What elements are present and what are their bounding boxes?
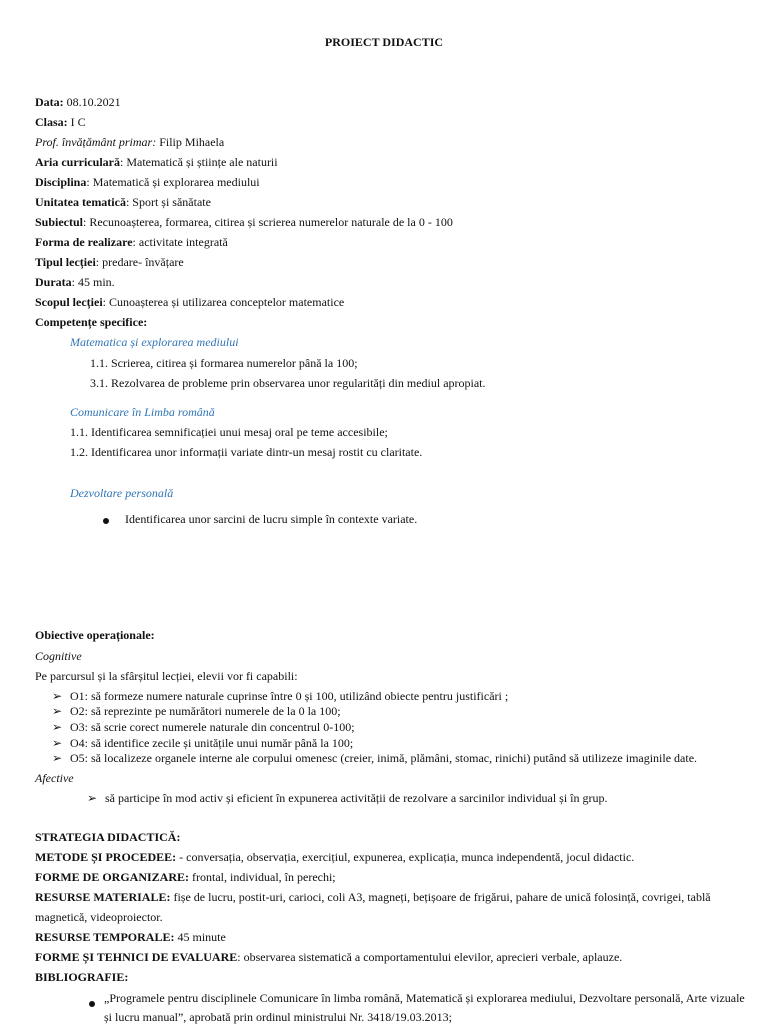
obiectiv-item: ➢ O3: să scrie corect numerele naturale din concentrul 0-100;	[52, 720, 355, 734]
field-unitatea: Unitatea tematică: Sport și sănătate	[35, 195, 211, 209]
competenta-item: 1.1. Identificarea semnificației unui mesaj oral pe teme accesibile;	[70, 425, 388, 439]
field-resurse-temporale: RESURSE TEMPORALE: 45 minute	[35, 930, 226, 944]
arrow-bullet-icon: ➢	[52, 720, 63, 734]
field-forma: Forma de realizare: activitate integrată	[35, 235, 228, 249]
bullet-dot-icon	[103, 512, 109, 528]
field-data: Data: 08.10.2021	[35, 95, 121, 109]
field-forme-organizare: FORME DE ORGANIZARE: frontal, individual, în perechi;	[35, 870, 336, 884]
field-disciplina: Disciplina: Matematică și explorarea mediului	[35, 175, 260, 189]
field-metode: METODE ȘI PROCEDEE: - conversația, observația, exercițiul, expunerea, explicația, munca independentă, jocul didactic.	[35, 850, 635, 864]
obiectiv-item: ➢ O1: să formeze numere naturale cuprinse între 0 și 100, utilizând obiecte pentru justificări ;	[52, 689, 509, 703]
label-cognitive: Cognitive	[35, 649, 82, 663]
competenta-item: Identificarea unor sarcini de lucru simple în contexte variate.	[125, 512, 418, 526]
field-scopul: Scopul lecției: Cunoașterea și utilizarea conceptelor matematice	[35, 295, 345, 309]
field-durata: Durata: 45 min.	[35, 275, 115, 289]
obiective-intro: Pe parcursul și la sfârșitul lecției, elevii vor fi capabili:	[35, 669, 298, 683]
obiectiv-item: ➢ O5: să localizeze organele interne ale corpului omenesc (creier, inimă, plămâni, stomac, rinichi) putând să utilizeze imaginile date.	[52, 751, 698, 765]
field-competente: Competențe specifice:	[35, 315, 148, 329]
bullet-dot-icon	[89, 995, 95, 1011]
heading-matematica: Matematica și explorarea mediului	[70, 335, 239, 349]
field-evaluare: FORME ȘI TEHNICI DE EVALUARE: observarea sistematică a comportamentului elevilor, aprecieri verbale, aplauze.	[35, 950, 623, 964]
obiectiv-item: ➢ O4: să identifice zecile și unitățile unui număr până la 100;	[52, 736, 354, 750]
heading-dezvoltare: Dezvoltare personală	[70, 486, 174, 500]
obiectiv-item: ➢ O2: să reprezinte pe numărători numerele de la 0 la 100;	[52, 704, 341, 718]
document-title: PROIECT DIDACTIC	[324, 35, 444, 49]
field-resurse-materiale: RESURSE MATERIALE: fișe de lucru, postit-uri, carioci, coli A3, magneți, bețișoare de frigărui, pahare de unică folosință, covrigei, tablă	[35, 890, 711, 904]
bibliografie-item: „Programele pentru disciplinele Comunicare în limba română, Matematică și explorarea mediului, Dezvoltare personală, Arte vizuale	[104, 991, 745, 1005]
field-clasa: Clasa: I C	[35, 115, 86, 129]
heading-bibliografie: BIBLIOGRAFIE:	[35, 970, 129, 984]
arrow-bullet-icon: ➢	[52, 689, 63, 703]
arrow-bullet-icon: ➢	[52, 704, 63, 718]
competenta-item: 1.2. Identificarea unor informații variate dintr-un mesaj rostit cu claritate.	[70, 445, 423, 459]
competenta-item: 1.1. Scrierea, citirea și formarea numerelor până la 100;	[90, 356, 358, 370]
heading-comunicare: Comunicare în Limba română	[70, 405, 215, 419]
heading-strategia: STRATEGIA DIDACTICĂ:	[35, 830, 181, 844]
arrow-bullet-icon: ➢	[52, 736, 63, 750]
competenta-item: 3.1. Rezolvarea de probleme prin observarea unor regularități din mediul apropiat.	[90, 376, 486, 390]
arrow-bullet-icon: ➢	[52, 751, 63, 765]
label-afective: Afective	[35, 771, 74, 785]
field-subiectul: Subiectul: Recunoașterea, formarea, citirea și scrierea numerelor naturale de la 0 - 100	[35, 215, 453, 229]
arrow-bullet-icon: ➢	[87, 791, 98, 805]
heading-obiective: Obiective operaționale:	[35, 628, 155, 642]
field-aria: Aria curriculară: Matematică și științe ale naturii	[35, 155, 278, 169]
bibliografie-item-cont: și lucru manual”, aprobată prin ordinul ministrului Nr. 3418/19.03.2013;	[104, 1010, 452, 1024]
afectiv-item: ➢ să participe în mod activ și eficient în expunerea activității de rezolvare a sarcinilor individual și în grup.	[87, 791, 608, 805]
field-resurse-materiale-cont: magnetică, videoproiector.	[35, 910, 163, 924]
field-prof: Prof. învățământ primar: Filip Mihaela	[35, 135, 225, 149]
field-tipul: Tipul lecției: predare- învățare	[35, 255, 184, 269]
